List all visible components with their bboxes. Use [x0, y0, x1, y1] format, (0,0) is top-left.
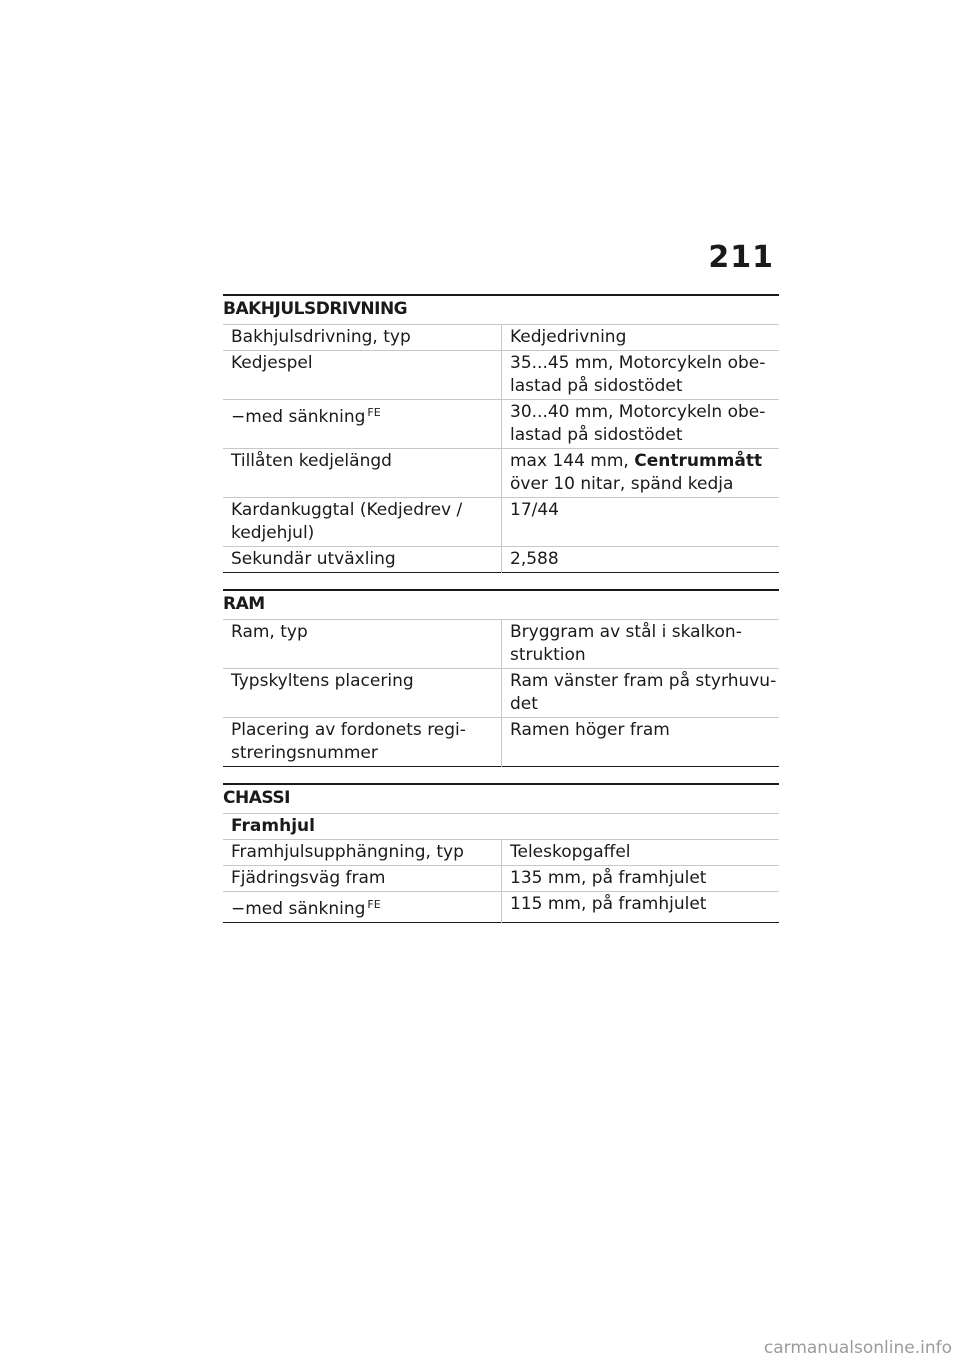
spec-table	[223, 813, 779, 923]
row-value-suffix: över 10 nitar, spänd kedja	[510, 474, 734, 494]
table-row	[223, 866, 779, 892]
table-row	[223, 351, 779, 400]
table-row	[223, 400, 779, 449]
row-label: Tillåten kedjelängd	[223, 449, 502, 498]
table-row	[223, 547, 779, 573]
row-label: Kedjespel	[223, 351, 502, 400]
row-label: Placering av fordonets regi- streringsnummer	[223, 718, 502, 767]
table-row	[223, 449, 779, 498]
row-value: Ramen höger fram	[510, 720, 670, 740]
row-label: Ram, typ	[223, 620, 502, 669]
section-title: RAM	[223, 589, 779, 619]
row-value: Ram vänster fram på styrhuvu- det	[510, 671, 777, 714]
row-value: 17/44	[510, 500, 559, 520]
row-label-text: −med sänkning	[231, 899, 366, 919]
table-row	[223, 620, 779, 669]
row-value: 2,588	[510, 549, 559, 569]
page-number: 211	[708, 240, 774, 275]
table-row	[223, 669, 779, 718]
fe-superscript: FE	[367, 898, 381, 911]
table-row	[223, 498, 779, 547]
subheading-framhjul: Framhjul	[231, 816, 315, 836]
row-label: Sekundär utväxling	[223, 547, 502, 573]
row-label-text: −med sänkning	[231, 407, 366, 427]
row-value-prefix: max 144 mm,	[510, 451, 635, 471]
row-value: Bryggram av stål i skalkon- struktion	[510, 622, 742, 665]
spec-content	[223, 294, 779, 939]
row-value: 30...40 mm, Motorcykeln obe- lastad på sidostödet	[510, 402, 766, 445]
fe-superscript: FE	[367, 406, 381, 419]
row-label: Fjädringsväg fram	[223, 866, 502, 892]
section-bakhjulsdrivning	[223, 294, 779, 573]
watermark: carmanualsonline.info	[763, 1338, 952, 1358]
row-label: Framhjulsupphängning, typ	[223, 840, 502, 866]
table-row	[223, 840, 779, 866]
section-chassi	[223, 783, 779, 923]
spec-table	[223, 619, 779, 767]
row-value: Kedjedrivning	[510, 327, 627, 347]
row-value: 135 mm, på framhjulet	[510, 868, 707, 888]
table-row	[223, 325, 779, 351]
row-label: Bakhjulsdrivning, typ	[223, 325, 502, 351]
row-value: 115 mm, på framhjulet	[510, 894, 707, 914]
row-value: Teleskopgaffel	[510, 842, 631, 862]
row-value	[502, 449, 780, 498]
row-value-bold: Centrummått	[634, 451, 763, 471]
section-title: CHASSI	[223, 783, 779, 813]
section-title: BAKHJULSDRIVNING	[223, 294, 779, 324]
table-subheading-row	[223, 814, 779, 840]
row-label: Kardankuggtal (Kedjedrev / kedjehjul)	[223, 498, 502, 547]
row-label	[223, 892, 502, 923]
spec-table	[223, 324, 779, 573]
section-ram	[223, 589, 779, 767]
table-row	[223, 892, 779, 923]
row-label: Typskyltens placering	[223, 669, 502, 718]
row-value: 35...45 mm, Motorcykeln obe- lastad på sidostödet	[510, 353, 766, 396]
table-row	[223, 718, 779, 767]
row-label	[223, 400, 502, 449]
